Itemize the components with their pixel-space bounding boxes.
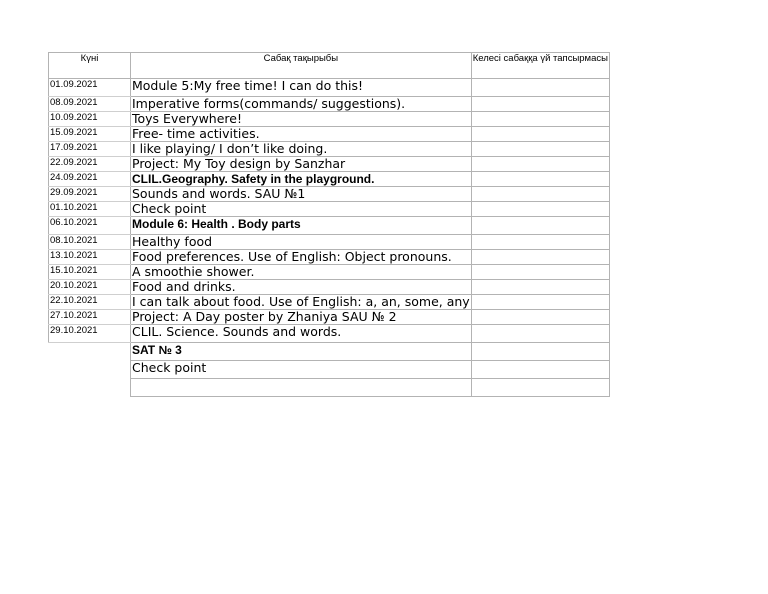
lesson-topic: Healthy food (132, 234, 213, 249)
lesson-topic: Check point (132, 360, 207, 375)
lesson-topic-cell (131, 379, 472, 397)
lesson-date: 08.10.2021 (49, 235, 131, 250)
lesson-topic-cell (131, 79, 472, 97)
homework-cell (471, 157, 609, 172)
table-row (49, 361, 610, 379)
table-row (49, 310, 610, 325)
lesson-topic: Project: A Day poster by Zhaniya SAU № 2 (132, 309, 397, 324)
lesson-topic-cell (131, 280, 472, 295)
lesson-topic-cell (131, 187, 472, 202)
lesson-date: 01.10.2021 (49, 202, 131, 217)
lesson-date (49, 361, 131, 379)
lesson-topic-cell (131, 310, 472, 325)
table-row (49, 157, 610, 172)
lesson-topic: Module 5:My free time! I can do this! (132, 78, 364, 93)
lesson-date (49, 343, 131, 361)
table-body (49, 79, 610, 397)
homework-cell (471, 187, 609, 202)
lesson-topic: Project: My Toy design by Sanzhar (132, 156, 346, 171)
lesson-schedule-table (48, 52, 610, 397)
table-row (49, 187, 610, 202)
header-homework: Келесі сабаққа үй тапсырмасы (471, 53, 609, 79)
lesson-date: 15.09.2021 (49, 127, 131, 142)
lesson-date: 22.10.2021 (49, 295, 131, 310)
lesson-topic: Free- time activities. (132, 126, 260, 141)
lesson-date: 29.09.2021 (49, 187, 131, 202)
table-row (49, 217, 610, 235)
homework-cell (471, 343, 609, 361)
lesson-topic-cell (131, 235, 472, 250)
lesson-date: 13.10.2021 (49, 250, 131, 265)
lesson-topic-cell (131, 202, 472, 217)
table-row (49, 112, 610, 127)
homework-cell (471, 379, 609, 397)
lesson-topic-cell (131, 295, 472, 310)
lesson-topic-cell (131, 127, 472, 142)
homework-cell (471, 97, 609, 112)
lesson-date: 15.10.2021 (49, 265, 131, 280)
homework-cell (471, 127, 609, 142)
table-row (49, 202, 610, 217)
lesson-topic: Imperative forms(commands/ suggestions). (132, 96, 406, 111)
lesson-topic: Module 6: Health . Body parts (132, 217, 301, 231)
homework-cell (471, 250, 609, 265)
homework-cell (471, 280, 609, 295)
lesson-topic: Sounds and words. SAU №1 (132, 186, 306, 201)
lesson-topic-cell (131, 217, 472, 235)
lesson-topic-cell (131, 343, 472, 361)
lesson-topic: I can talk about food. Use of English: a, an, some, any (132, 294, 470, 309)
lesson-topic: CLIL.Geography. Safety in the playground. (132, 172, 375, 186)
lesson-topic-cell (131, 250, 472, 265)
lesson-topic-cell (131, 97, 472, 112)
lesson-date: 08.09.2021 (49, 97, 131, 112)
lesson-date: 17.09.2021 (49, 142, 131, 157)
lesson-topic: Check point (132, 201, 207, 216)
homework-cell (471, 79, 609, 97)
lesson-date: 20.10.2021 (49, 280, 131, 295)
lesson-date: 27.10.2021 (49, 310, 131, 325)
lesson-topic: I like playing/ I don’t like doing. (132, 141, 328, 156)
lesson-topic-cell (131, 142, 472, 157)
table-row (49, 172, 610, 187)
table-row (49, 235, 610, 250)
homework-cell (471, 361, 609, 379)
header-date: Күні (49, 53, 131, 79)
table-row (49, 127, 610, 142)
lesson-date (49, 379, 131, 397)
homework-cell (471, 172, 609, 187)
lesson-topic: A smoothie shower. (132, 264, 255, 279)
homework-cell (471, 295, 609, 310)
lesson-topic-cell (131, 172, 472, 187)
homework-cell (471, 325, 609, 343)
lesson-topic-cell (131, 325, 472, 343)
lesson-topic: SAT № 3 (132, 343, 182, 357)
lesson-date: 06.10.2021 (49, 217, 131, 235)
table-row (49, 265, 610, 280)
lesson-topic-cell (131, 361, 472, 379)
lesson-topic: Food preferences. Use of English: Object pronouns. (132, 249, 452, 264)
table-row (49, 97, 610, 112)
homework-cell (471, 142, 609, 157)
lesson-topic-cell (131, 157, 472, 172)
lesson-date: 10.09.2021 (49, 112, 131, 127)
table-row (49, 343, 610, 361)
table-row (49, 325, 610, 343)
lesson-topic-cell (131, 112, 472, 127)
table-row (49, 295, 610, 310)
lesson-topic: Food and drinks. (132, 279, 236, 294)
lesson-date: 24.09.2021 (49, 172, 131, 187)
homework-cell (471, 265, 609, 280)
lesson-date: 01.09.2021 (49, 79, 131, 97)
header-lesson-topic: Сабақ тақырыбы (131, 53, 472, 79)
table-row (49, 379, 610, 397)
lesson-topic-cell (131, 265, 472, 280)
lesson-date: 29.10.2021 (49, 325, 131, 343)
homework-cell (471, 202, 609, 217)
table-row (49, 142, 610, 157)
lesson-date: 22.09.2021 (49, 157, 131, 172)
lesson-topic: CLIL. Science. Sounds and words. (132, 324, 342, 339)
table-row (49, 250, 610, 265)
lesson-topic: Toys Everywhere! (132, 111, 242, 126)
homework-cell (471, 112, 609, 127)
homework-cell (471, 217, 609, 235)
homework-cell (471, 235, 609, 250)
homework-cell (471, 310, 609, 325)
table-row (49, 280, 610, 295)
table-header-row (49, 53, 610, 79)
table-row (49, 79, 610, 97)
